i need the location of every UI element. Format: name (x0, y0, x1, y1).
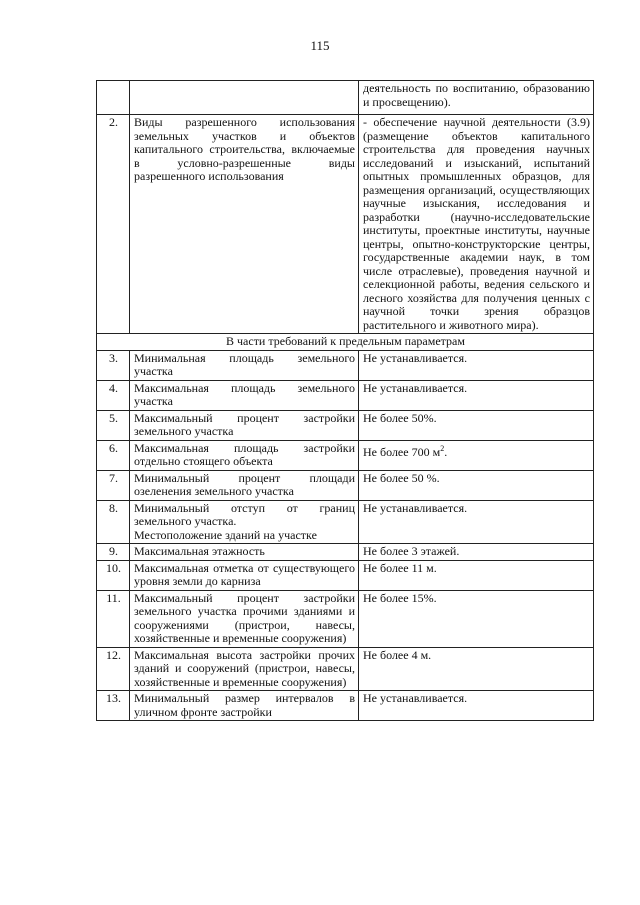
value-text: Не более 700 м (363, 444, 441, 459)
row-value: Не устанавливается. (359, 500, 594, 544)
table-row (97, 560, 594, 590)
row-value: Не устанавливается. (359, 691, 594, 721)
row-name (130, 81, 359, 115)
section-header: В части требований к предельным параметрам (97, 334, 594, 351)
row-name: Минимальный процент площади озеленения земельного участка (130, 470, 359, 500)
row-number: 2. (97, 115, 130, 334)
row-number: 8. (97, 500, 130, 544)
page-number: 115 (310, 38, 330, 53)
row-name: Максимальная площадь застройки отдельно стоящего объекта (130, 440, 359, 470)
row-number: 3. (97, 350, 130, 380)
row-name: Максимальная площадь земельного участка (130, 380, 359, 410)
table-row (97, 81, 594, 115)
row-number: 13. (97, 691, 130, 721)
row-number: 4. (97, 380, 130, 410)
row-value (359, 440, 594, 470)
row-name: Максимальный процент застройки земельного участка (130, 410, 359, 440)
row-name: Максимальный процент застройки земельного участка прочими зданиями и сооружениями (пристрои, навесы, хозяйственные и временные сооружения) (130, 590, 359, 647)
row-name-line1: Минимальный отступ от границ земельного участка. (134, 500, 355, 528)
row-name: Минимальный размер интервалов в уличном фронте застройки (130, 691, 359, 721)
row-value: - обеспечение научной деятельности (3.9) (размещение объектов капитального строительства для проведения научных исследований и изысканий, испытаний опытных промышленных образцов, для размещения организаций, осуществляющих научные изыскания, исследования и разработки (научно-исследовательские институты, проектные институты, научные центры, опытно-конструкторские центры, государственные академии наук, в том числе отраслевые), проведения научной и селекционной работы, ведения сельского и лесного хозяйства для получения ценных с научной точки зрения образцов растительного и животного мира). (359, 115, 594, 334)
row-value: Не более 3 этажей. (359, 544, 594, 561)
table-row (97, 115, 594, 334)
row-number: 12. (97, 647, 130, 691)
row-number: 7. (97, 470, 130, 500)
row-number: 11. (97, 590, 130, 647)
table-row (97, 440, 594, 470)
row-name: Виды разрешенного использования земельных участков и объектов капитального строительства, включаемые в условно-разрешенные виды разрешенного использования (130, 115, 359, 334)
section-header-row (97, 334, 594, 351)
row-value: Не более 50 %. (359, 470, 594, 500)
row-number: 6. (97, 440, 130, 470)
table-row (97, 350, 594, 380)
row-value: деятельность по воспитанию, образованию и просвещению). (359, 81, 594, 115)
table-row (97, 590, 594, 647)
row-value: Не более 15%. (359, 590, 594, 647)
row-name: Максимальная отметка от существующего уровня земли до карниза (130, 560, 359, 590)
table-row (97, 544, 594, 561)
row-value: Не более 11 м. (359, 560, 594, 590)
table-row (97, 410, 594, 440)
table-row (97, 470, 594, 500)
table-row (97, 691, 594, 721)
row-value: Не устанавливается. (359, 350, 594, 380)
row-number: 10. (97, 560, 130, 590)
row-name: Максимальная этажность (130, 544, 359, 561)
table-row (97, 500, 594, 544)
row-name-line2: Местоположение зданий на участке (134, 527, 317, 542)
row-value: Не устанавливается. (359, 380, 594, 410)
row-value: Не более 50%. (359, 410, 594, 440)
table-row (97, 647, 594, 691)
row-value: Не более 4 м. (359, 647, 594, 691)
row-number: 9. (97, 544, 130, 561)
value-tail: . (444, 444, 448, 459)
row-name: Максимальная высота застройки прочих зданий и сооружений (пристрои, навесы, хозяйственные и временные сооружения) (130, 647, 359, 691)
row-number: 5. (97, 410, 130, 440)
row-name: Минимальная площадь земельного участка (130, 350, 359, 380)
row-number (97, 81, 130, 115)
row-name (130, 500, 359, 544)
superscript: 2 (440, 443, 445, 453)
regulations-table (96, 80, 594, 721)
table-row (97, 380, 594, 410)
